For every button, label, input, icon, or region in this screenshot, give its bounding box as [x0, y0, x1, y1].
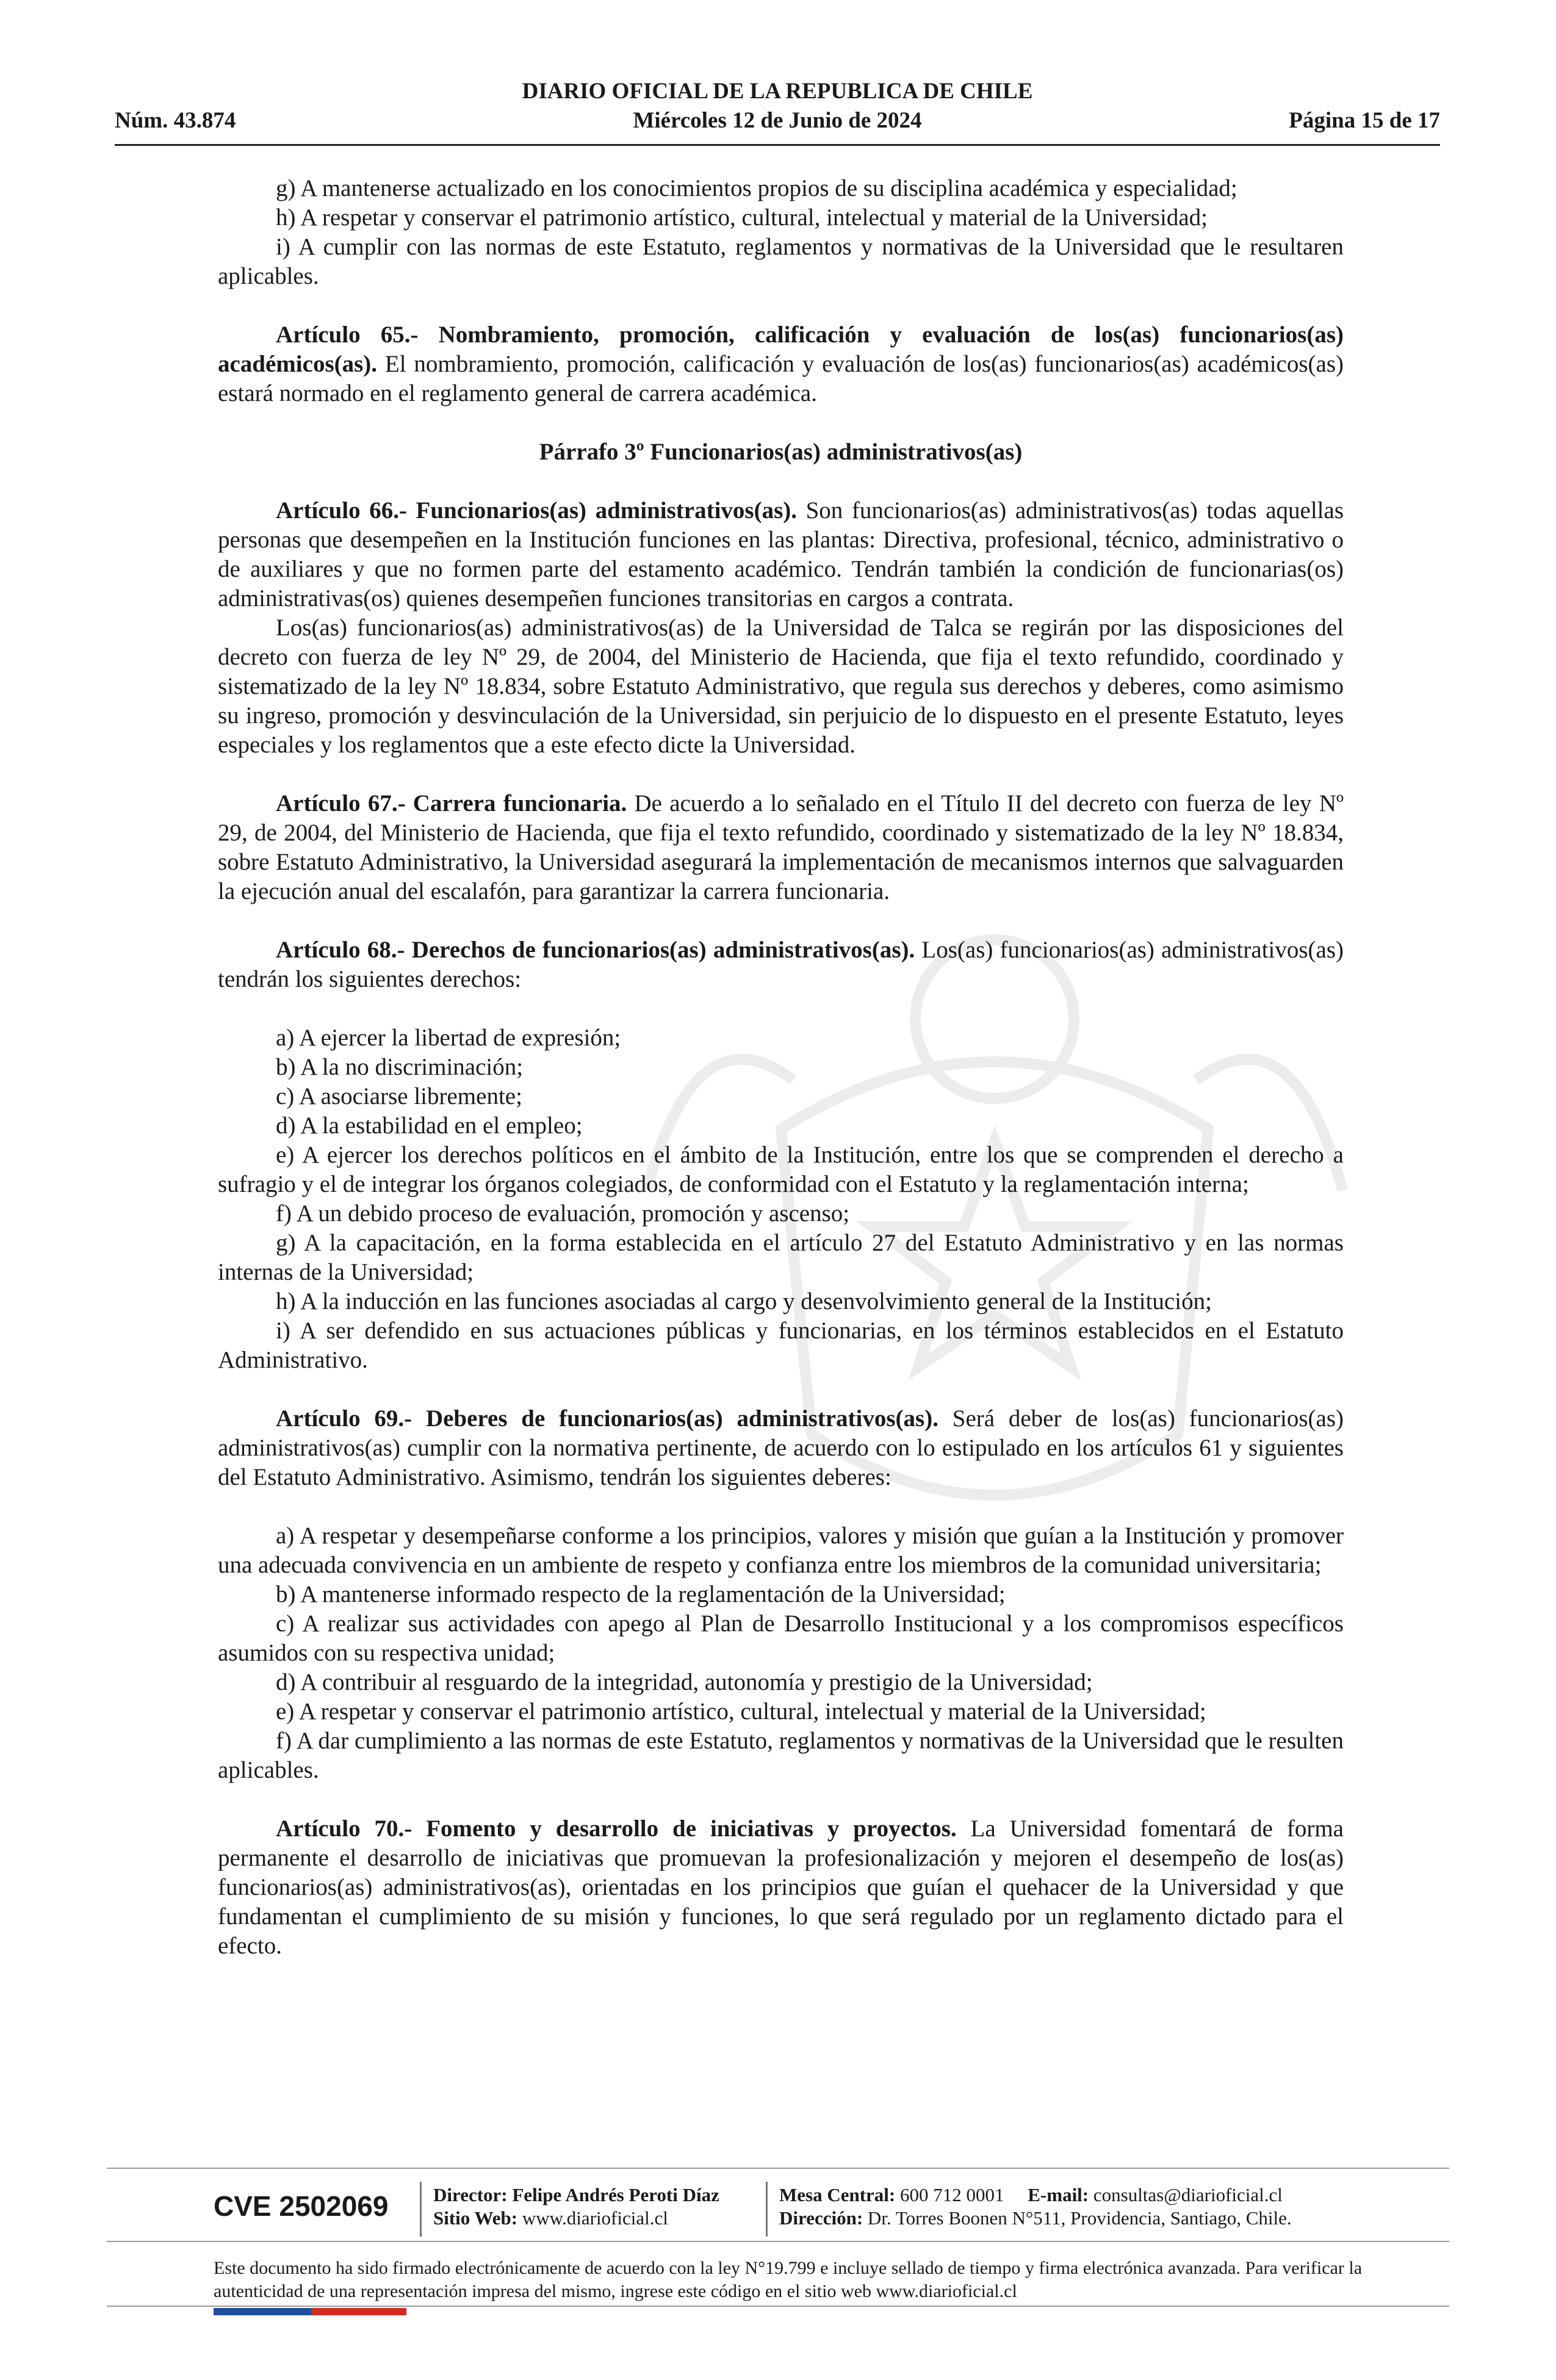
article-67 — [218, 789, 1344, 906]
list-item: h) A respetar y conservar el patrimonio artístico, cultural, intelectual y material de la Universidad; — [276, 204, 1208, 231]
footer-separator — [766, 2182, 768, 2237]
article-70 — [218, 1814, 1344, 1961]
email-link[interactable]: consultas@diarioficial.cl — [1093, 2184, 1283, 2205]
article-title: Artículo 68.- Derechos de funcionarios(as) administrativos(as). — [276, 937, 915, 963]
director-label: Director: — [433, 2184, 508, 2205]
address-label: Dirección: — [779, 2207, 863, 2229]
article-text: La Universidad fomentará de forma permanente el desarrollo de iniciativas que promuevan la profesionalización y mejoren el desempeño de los(as) funcionarios(as) administrativos(as), orientadas en los principios que guían el quehacer de la Universidad y que fundamentan el cumplimiento de su misión y funciones, lo que será regulado por un reglamento dictado para el efecto. — [218, 1816, 1344, 1959]
footer-director-block — [433, 2183, 719, 2230]
list-item: a) A respetar y desempeñarse conforme a los principios, valores y misión que guían a la Institución y promover una adecuada convivencia en un ambiente de respeto y confianza entre los miembros de la comunidad universitaria; — [218, 1523, 1344, 1578]
list-item: e) A respetar y conservar el patrimonio artístico, cultural, intelectual y material de la Universidad; — [276, 1698, 1206, 1725]
newspaper-title: DIARIO OFICIAL DE LA REPUBLICA DE CHILE — [522, 79, 1033, 104]
article-text: Los(as) funcionarios(as) administrativos(as) tendrán los siguientes derechos: — [218, 937, 1344, 992]
legal-notice: Este documento ha sido firmado electrónicamente de acuerdo con la ley N°19.799 e incluye sellado de tiempo y firma electrónica avanzada. Para verificar la autenticidad de una representación impresa del mismo, ingrese este código en el sitio web www.diarioficial.cl — [214, 2258, 1363, 2301]
director-name: Felipe Andrés Peroti Díaz — [512, 2184, 719, 2205]
article-title: Artículo 69.- Deberes de funcionarios(as) administrativos(as). — [276, 1405, 938, 1432]
article-title: Artículo 65.- Nombramiento, promoción, calificación y evaluación de los(as) funcionarios(as) académicos(as). — [218, 322, 1344, 377]
issue-number: Núm. 43.874 — [115, 108, 236, 133]
article-66-paragraph-2: Los(as) funcionarios(as) administrativos(as) de la Universidad de Talca se regirán por las disposiciones del decreto con fuerza de ley Nº 29, de 2004, del Ministerio de Hacienda, que fija el texto refundido, coordinado y sistematizado de la ley Nº 18.834, sobre Estatuto Administrativo, que regula sus derechos y deberes, como asimismo su ingreso, promoción y desvinculación de la Universidad, sin perjuicio de lo dispuesto en el presente Estatuto, leyes especiales y los reglamentos que a este efecto dicte la Universidad. — [218, 615, 1344, 758]
list-item: f) A un debido proceso de evaluación, promoción y ascenso; — [276, 1200, 850, 1227]
header-divider — [115, 144, 1440, 146]
list-item: d) A la estabilidad en el empleo; — [276, 1112, 583, 1139]
article-text: El nombramiento, promoción, calificación y evaluación de los(as) funcionarios(as) académicos(as) estará normado en el reglamento general de carrera académica. — [218, 351, 1344, 406]
web-label: Sitio Web: — [433, 2207, 518, 2229]
footer-contact-block — [779, 2183, 1292, 2230]
list-item: b) A mantenerse informado respecto de la reglamentación de la Universidad; — [276, 1581, 1006, 1607]
list-item: h) A la inducción en las funciones asociadas al cargo y desenvolvimiento general de la Institución; — [276, 1288, 1212, 1314]
flag-stripe-blue — [214, 2308, 311, 2315]
list-item: f) A dar cumplimiento a las normas de este Estatuto, reglamentos y normativas de la Universidad que le resulten aplicables. — [218, 1728, 1344, 1783]
flag-stripe-red — [311, 2308, 406, 2315]
article-text: Son funcionarios(as) administrativos(as) todas aquellas personas que desempeñen en la Institución funciones en las plantas: Directiva, profesional, técnico, administrativo o de auxiliares y que no formen parte del estamento académico. Tendrán también la condición de funcionarias(os) administrativas(os) quienes desempeñen funciones transitorias en cargos a contrata. — [218, 497, 1344, 611]
email-label: E-mail: — [1028, 2184, 1089, 2205]
phone-number: 600 712 0001 — [900, 2184, 1004, 2205]
footer-top-divider — [107, 2168, 1449, 2169]
footer-separator — [420, 2182, 422, 2237]
website-link[interactable]: www.diarioficial.cl — [522, 2207, 668, 2229]
list-item: g) A mantenerse actualizado en los conocimientos propios de su disciplina académica y especialidad; — [276, 175, 1237, 201]
address: Dr. Torres Boonen N°511, Providencia, Santiago, Chile. — [867, 2207, 1292, 2229]
cve-code: CVE 2502069 — [214, 2190, 389, 2222]
article-text: De acuerdo a lo señalado en el Título II del decreto con fuerza de ley Nº 29, de 2004, del Ministerio de Hacienda, que fija el texto refundido, coordinado y sistematizado de la ley Nº 18.834, sobre Estatuto Administrativo, la Universidad asegurará la implementación de mecanismos internos que salvaguarden la ejecución anual del escalafón, para garantizar la carrera funcionaria. — [218, 790, 1344, 904]
article-text: Será deber de los(as) funcionarios(as) administrativos(as) cumplir con la normativa pertinente, de acuerdo con lo estipulado en los artículos 61 y siguientes del Estatuto Administrativo. Asimismo, tendrán los siguientes deberes: — [218, 1405, 1344, 1490]
mesa-label: Mesa Central: — [779, 2184, 896, 2205]
article-65 — [218, 320, 1344, 408]
article-title: Artículo 70.- Fomento y desarrollo de iniciativas y proyectos. — [276, 1816, 957, 1842]
list-item: a) A ejercer la libertad de expresión; — [276, 1025, 621, 1051]
article-title: Artículo 67.- Carrera funcionaria. — [276, 790, 627, 817]
list-item: c) A realizar sus actividades con apego al Plan de Desarrollo Institucional y a los compromisos específicos asumidos con su respectiva unidad; — [218, 1610, 1344, 1666]
list-item: i) A cumplir con las normas de este Estatuto, reglamentos y normativas de la Universidad que le resultaren aplicables. — [218, 234, 1344, 289]
issue-date: Miércoles 12 de Junio de 2024 — [633, 108, 922, 133]
page-header — [115, 72, 1440, 145]
list-item: i) A ser defendido en sus actuaciones públicas y funcionarias, en los términos establecidos en el Estatuto Administrativo. — [218, 1318, 1344, 1373]
header-title-block — [115, 77, 1440, 135]
article-title: Artículo 66.- Funcionarios(as) administrativos(as). — [276, 497, 798, 524]
document-body — [218, 174, 1344, 1961]
footer-bottom-divider — [107, 2306, 1449, 2307]
list-item: g) A la capacitación, en la forma establecida en el artículo 27 del Estatuto Administrativo y en las normas internas de la Universidad; — [218, 1230, 1344, 1285]
section-heading: Párrafo 3º Funcionarios(as) administrativos(as) — [539, 439, 1023, 465]
article-69 — [218, 1404, 1344, 1492]
list-item: e) A ejercer los derechos políticos en el ámbito de la Institución, entre los que se comprenden el derecho a sufragio y el de integrar los órganos colegiados, de conformidad con el Estatuto y la reglamentación interna; — [218, 1142, 1344, 1197]
list-item: c) A asociarse libremente; — [276, 1083, 522, 1109]
article-68 — [218, 936, 1344, 994]
list-item: b) A la no discriminación; — [276, 1054, 524, 1080]
list-item: d) A contribuir al resguardo de la integridad, autonomía y prestigio de la Universidad; — [276, 1669, 1093, 1695]
article-66 — [218, 496, 1344, 613]
footer-middle-divider — [107, 2241, 1449, 2242]
page-number: Página 15 de 17 — [1289, 108, 1440, 133]
